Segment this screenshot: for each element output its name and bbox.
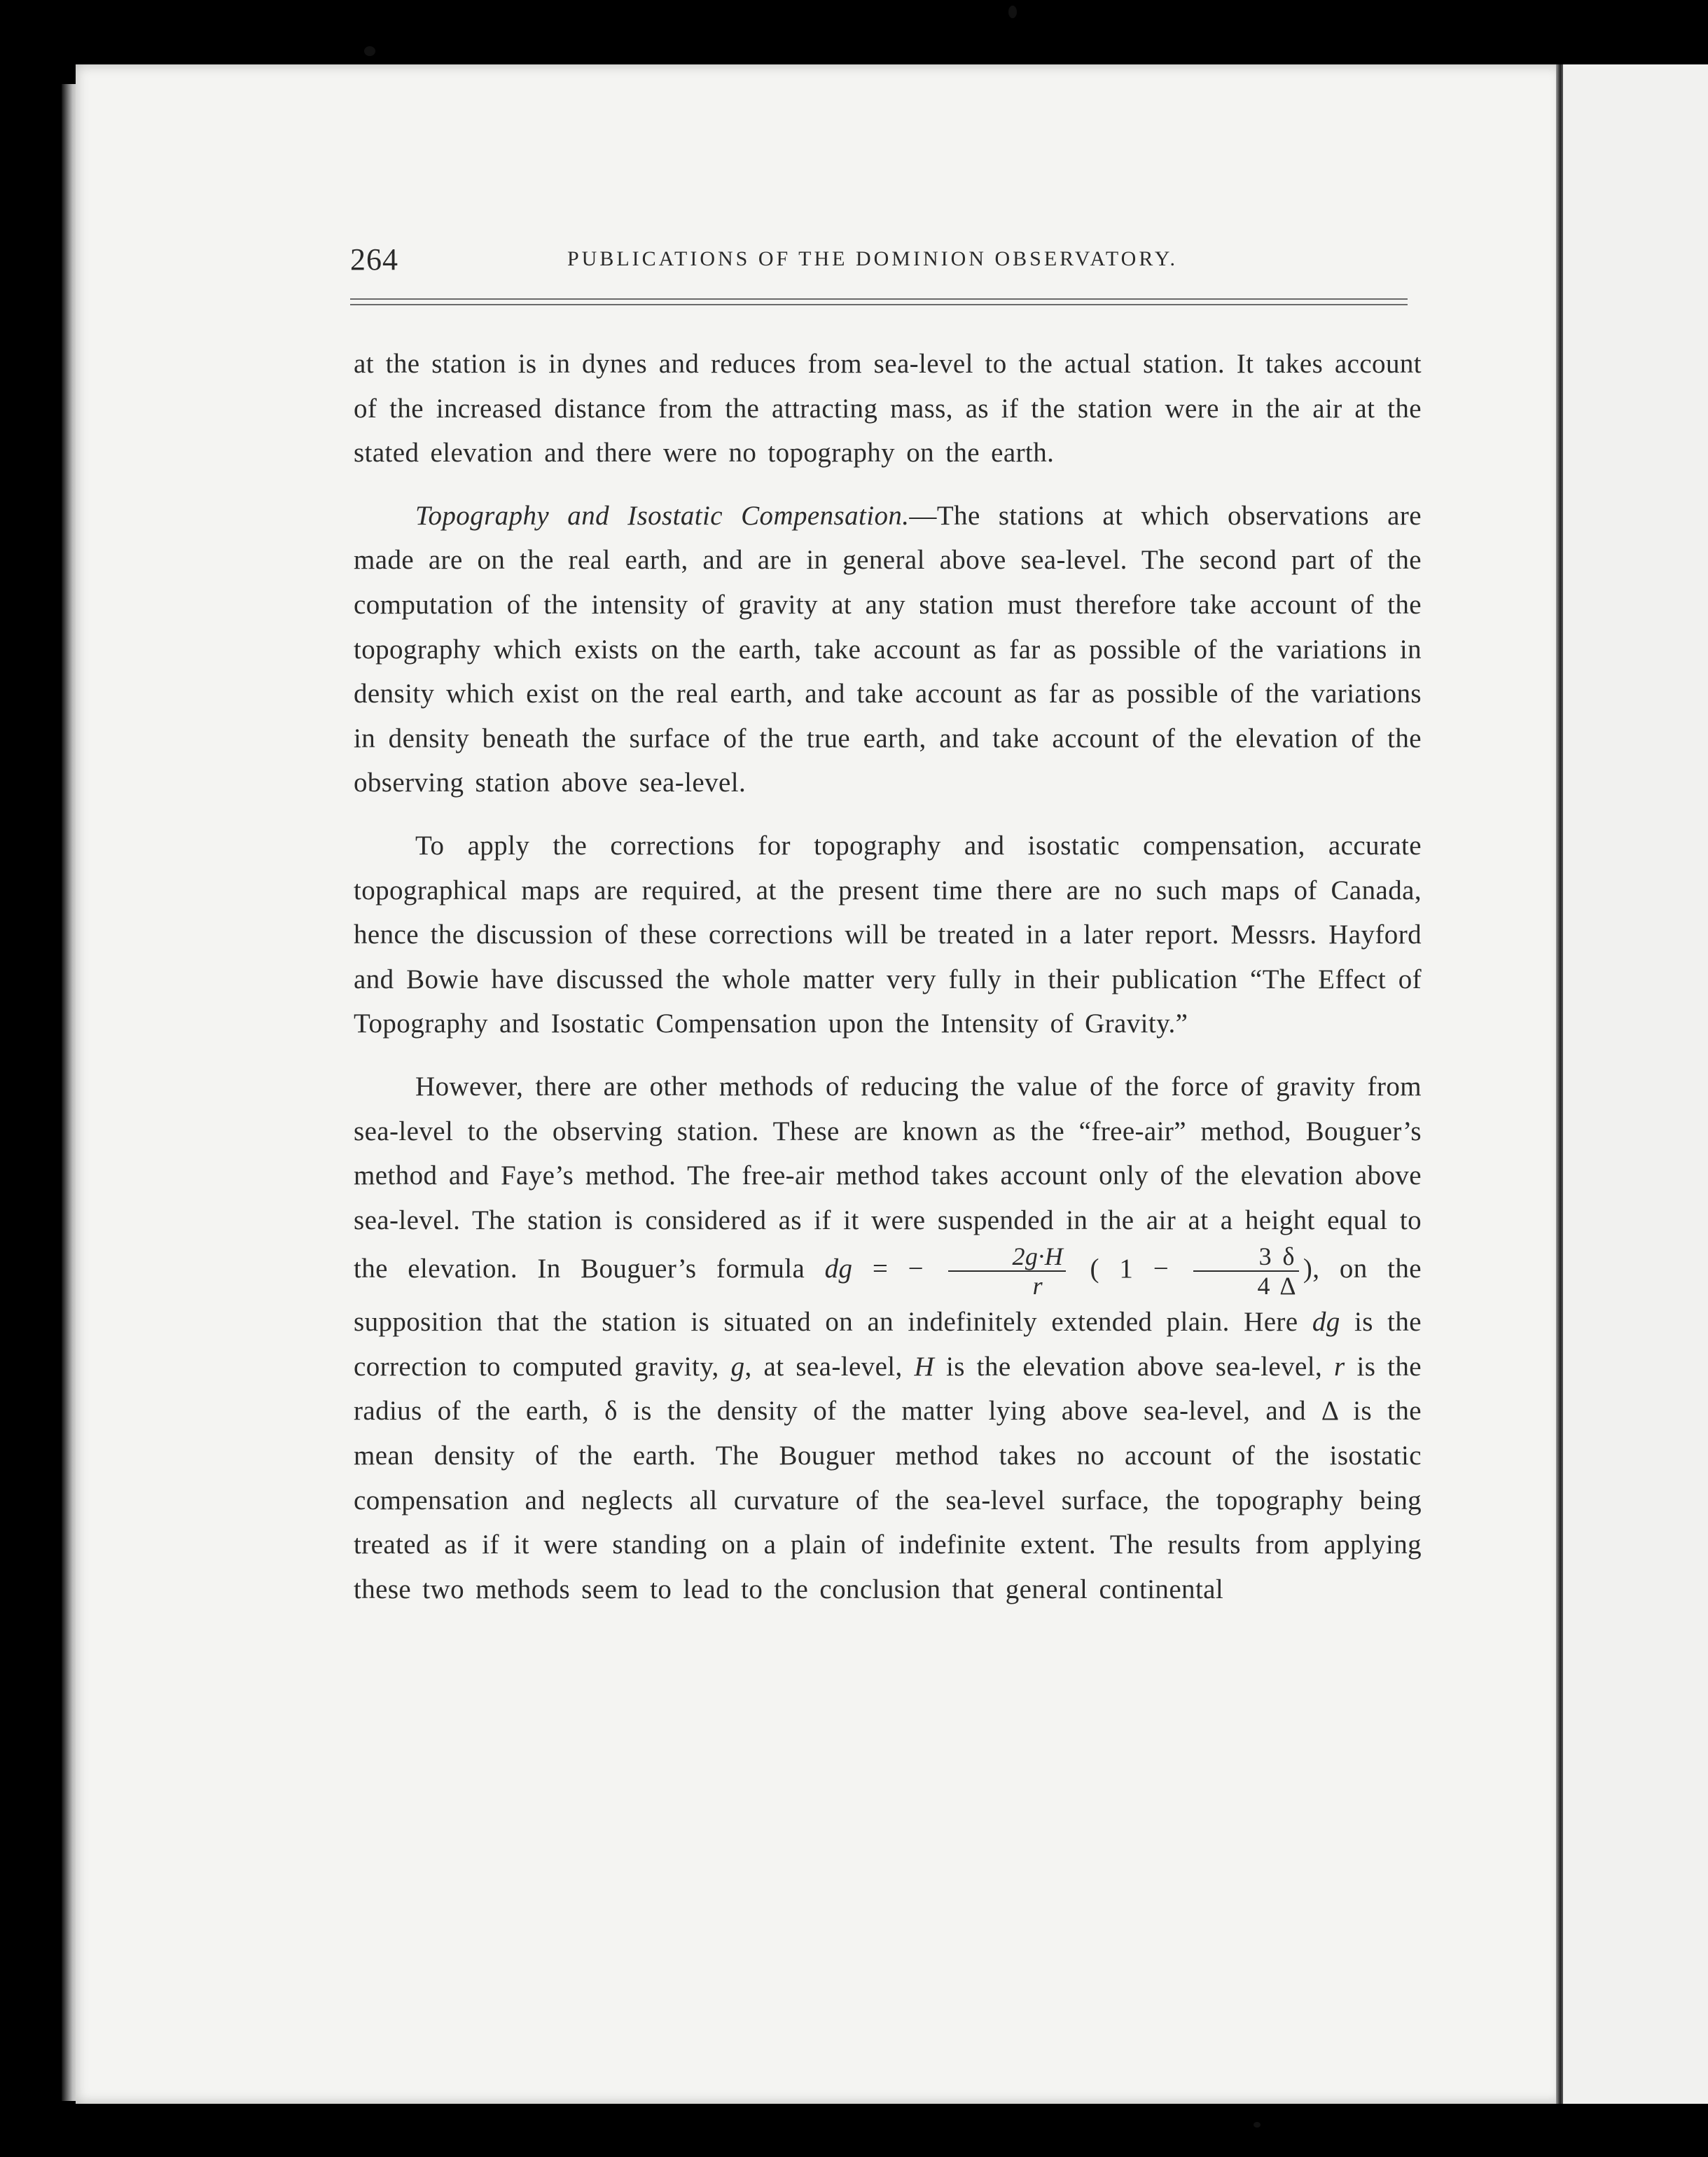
formula-fraction-2	[1193, 1242, 1299, 1300]
paragraph-2	[354, 494, 1422, 805]
paragraph-4-text-c: is the elevation above sea-level,	[934, 1351, 1335, 1382]
page-number: 264	[350, 242, 398, 277]
formula-paren-close: ),	[1303, 1254, 1320, 1284]
facing-page-edge	[1563, 64, 1708, 2104]
fraction-1-numerator: 2g·H	[948, 1242, 1067, 1272]
formula-fraction-1	[948, 1242, 1067, 1300]
header-rule-top	[350, 298, 1408, 300]
formula-lhs: dg	[824, 1254, 853, 1284]
paragraph-4-text-a: is the correction to computed gravity,	[354, 1307, 1422, 1382]
paragraph-4	[354, 1064, 1422, 1612]
running-title: PUBLICATIONS OF THE DOMINION OBSERVATORY.	[567, 247, 1178, 270]
section-heading: Topography and Isostatic Compensation.	[415, 500, 910, 531]
variable-dg: dg	[1312, 1307, 1340, 1338]
fraction-1-denominator: r	[1032, 1272, 1043, 1301]
paragraph-4-text-d: is the radius of the earth, δ is the density of the matter lying above sea-level, and Δ is the mean density of the earth. The Bouguer method takes no account of the isostatic compensation and neglects all curvature of the sea-level surface, the topography being treated as if it were standing on a plain of indefinite extent. The results from applying these two methods seem to lead to the conclusion that general continental	[354, 1351, 1422, 1604]
fraction-2-denominator: 4 Δ	[1257, 1272, 1296, 1301]
variable-h: H	[914, 1351, 935, 1382]
dust-speck	[1008, 6, 1017, 18]
variable-r: r	[1334, 1351, 1345, 1382]
dust-speck	[364, 46, 375, 56]
paragraph-4-intro: However, there are other methods of reducing the value of the force of gravity from sea-level to the observing station. These are known as the “free-air” method, Bouguer’s method and Faye’s method. The free-air method takes account only of the elevation above sea-level. The station is considered as if it were suspended in the air at a height equal to the elevation. In Bouguer’s formula	[354, 1071, 1422, 1284]
header-rule-bottom	[350, 304, 1408, 305]
paragraph-4-text-b: , at sea-level,	[744, 1351, 915, 1382]
paragraph-4-after-formula: on the supposition that the station is situated on an indefinitely extended plain. Here	[354, 1254, 1422, 1338]
dust-speck	[1254, 2122, 1261, 2128]
page-header	[350, 242, 1415, 284]
paragraph-2-text: The stations at which observations are made are on the real earth, and are in general above sea-level. The second part of the computation of the intensity of gravity at any station must therefore take account of the topography which exists on the earth, take account as far as possible of the variations in density which exist on the real earth, and take account as far as possible of the variations in density beneath the surface of the true earth, and take account of the elevation of the observing station above sea-level.	[354, 500, 1422, 798]
heading-dash: —	[909, 500, 937, 531]
paragraph-1: at the station is in dynes and reduces from sea-level to the actual station. It takes account of the increased distance from the attracting mass, as if the station were in the air at the stated elevation and there were no topography on the earth.	[354, 349, 1422, 469]
body-text	[354, 342, 1422, 1630]
variable-g: g	[730, 1351, 745, 1382]
formula-equals: = −	[852, 1254, 944, 1284]
formula-paren-open: ( 1 −	[1070, 1254, 1189, 1284]
fraction-2-numerator: 3 δ	[1193, 1242, 1299, 1272]
paragraph-3: To apply the corrections for topography and isostatic compensation, accurate topographical maps are required, at the present time there are no such maps of Canada, hence the discussion of these corrections will be treated in a later report. Messrs. Hayford and Bowie have discussed the whole matter very fully in their publication “The Effect of Topography and Isostatic Compensation upon the Intensity of Gravity.”	[354, 830, 1422, 1039]
